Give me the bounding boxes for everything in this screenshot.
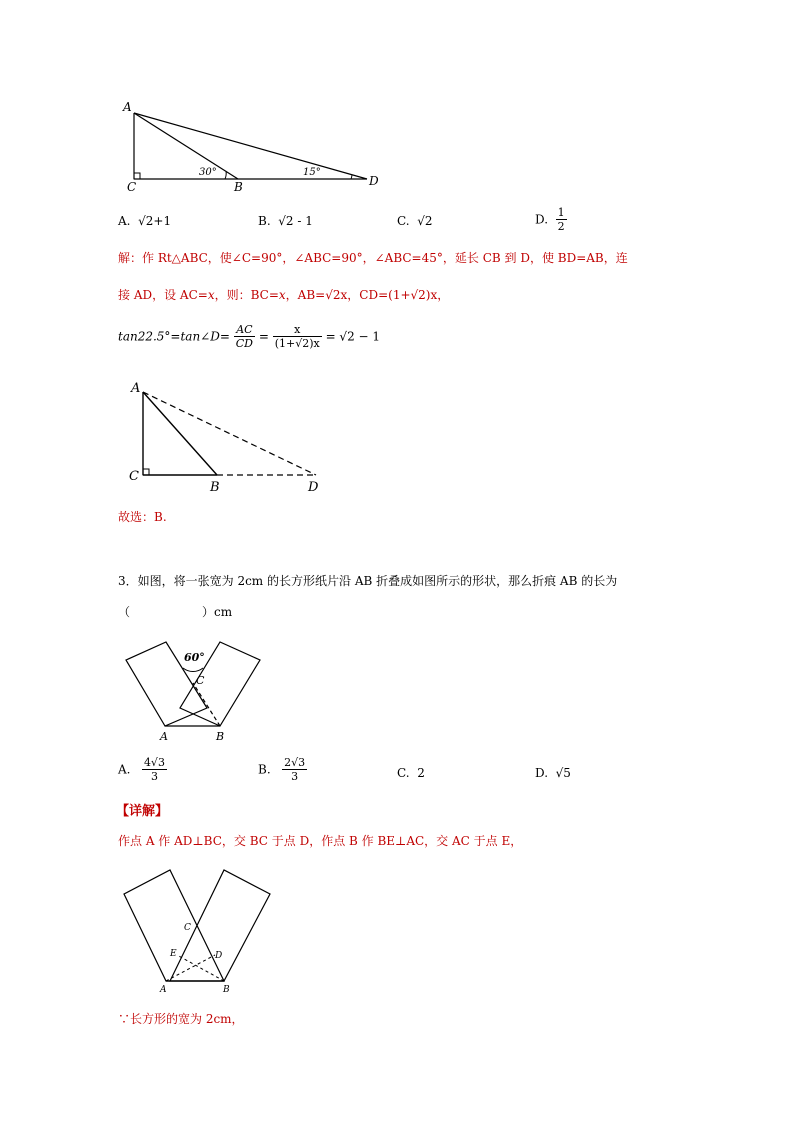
fig3-label-c: C [196, 674, 205, 687]
q2-option-b: B. √2 - 1 [258, 214, 313, 228]
q3-option-c: C. 2 [397, 766, 425, 780]
q3-question-line2: （ ）cm [118, 605, 233, 619]
q3-detail-line: 作点 A 作 AD⊥BC，交 BC 于点 D，作点 B 作 BE⊥AC，交 AC 于点 E， [118, 834, 523, 848]
fig1-label-b: B [234, 180, 243, 194]
figure-folded-paper [120, 638, 270, 748]
figure-triangle-acd [115, 95, 395, 200]
fig2-label-c: C [129, 469, 139, 484]
fig3-angle: 60° [184, 651, 205, 664]
fig4-label-d: D [215, 951, 223, 961]
q2-tan-equation: tan22.5°=tan∠D= $\frac{AC}{CD}$ = $\frac{x}{(1+√2)x}$ = √2 − 1 [118, 323, 381, 350]
q2-solution-line1: 解：作 Rt△ABC，使∠C=90°，∠ABC=90°，∠ABC=45°，延长 CB 到 D，使 BD=AB，连 [118, 251, 628, 265]
q3-option-d: D. √5 [535, 766, 571, 780]
q3-detail-header: 【详解】 [116, 804, 169, 819]
fig3-label-b: B [216, 730, 225, 743]
fig4-label-a: A [160, 985, 167, 995]
q2-option-c: C. √2 [397, 214, 433, 228]
fig4-label-b: B [223, 985, 230, 995]
q3-question-line1: 3．如图，将一张宽为 2cm 的长方形纸片沿 AB 折叠成如图所示的形状，那么折痕 AB 的长为 [118, 574, 618, 588]
fig1-label-c: C [127, 180, 137, 194]
fig4-label-c: C [184, 923, 191, 933]
q3-option-a: A. $\frac{4√3}{3}$ [118, 756, 165, 783]
fig2-label-d: D [308, 480, 319, 495]
fig3-label-a: A [160, 730, 168, 743]
fig1-angle-d: 15° [303, 167, 321, 178]
fig1-label-a: A [123, 100, 132, 114]
q2-solution-line2: 接 AD，设 AC=x，则：BC=x，AB=√2x，CD=(1+√2)x， [118, 288, 450, 302]
fig4-label-e: E [170, 949, 177, 959]
q2-option-d: D. $\frac{1}{2}$ [535, 206, 565, 233]
q2-answer: 故选：B. [118, 510, 167, 524]
q3-last-line: ∵长方形的宽为 2cm， [118, 1012, 244, 1026]
figure-triangle-dashed [120, 378, 340, 498]
figure-folded-paper-detail [120, 866, 280, 996]
q3-option-b: B. $\frac{2√3}{3}$ [258, 756, 306, 783]
fig1-angle-b: 30° [199, 167, 217, 178]
q2-option-a: A. √2+1 [118, 214, 172, 228]
fig2-label-b: B [210, 480, 220, 495]
fig1-label-d: D [369, 174, 379, 188]
fig2-label-a: A [131, 381, 141, 396]
